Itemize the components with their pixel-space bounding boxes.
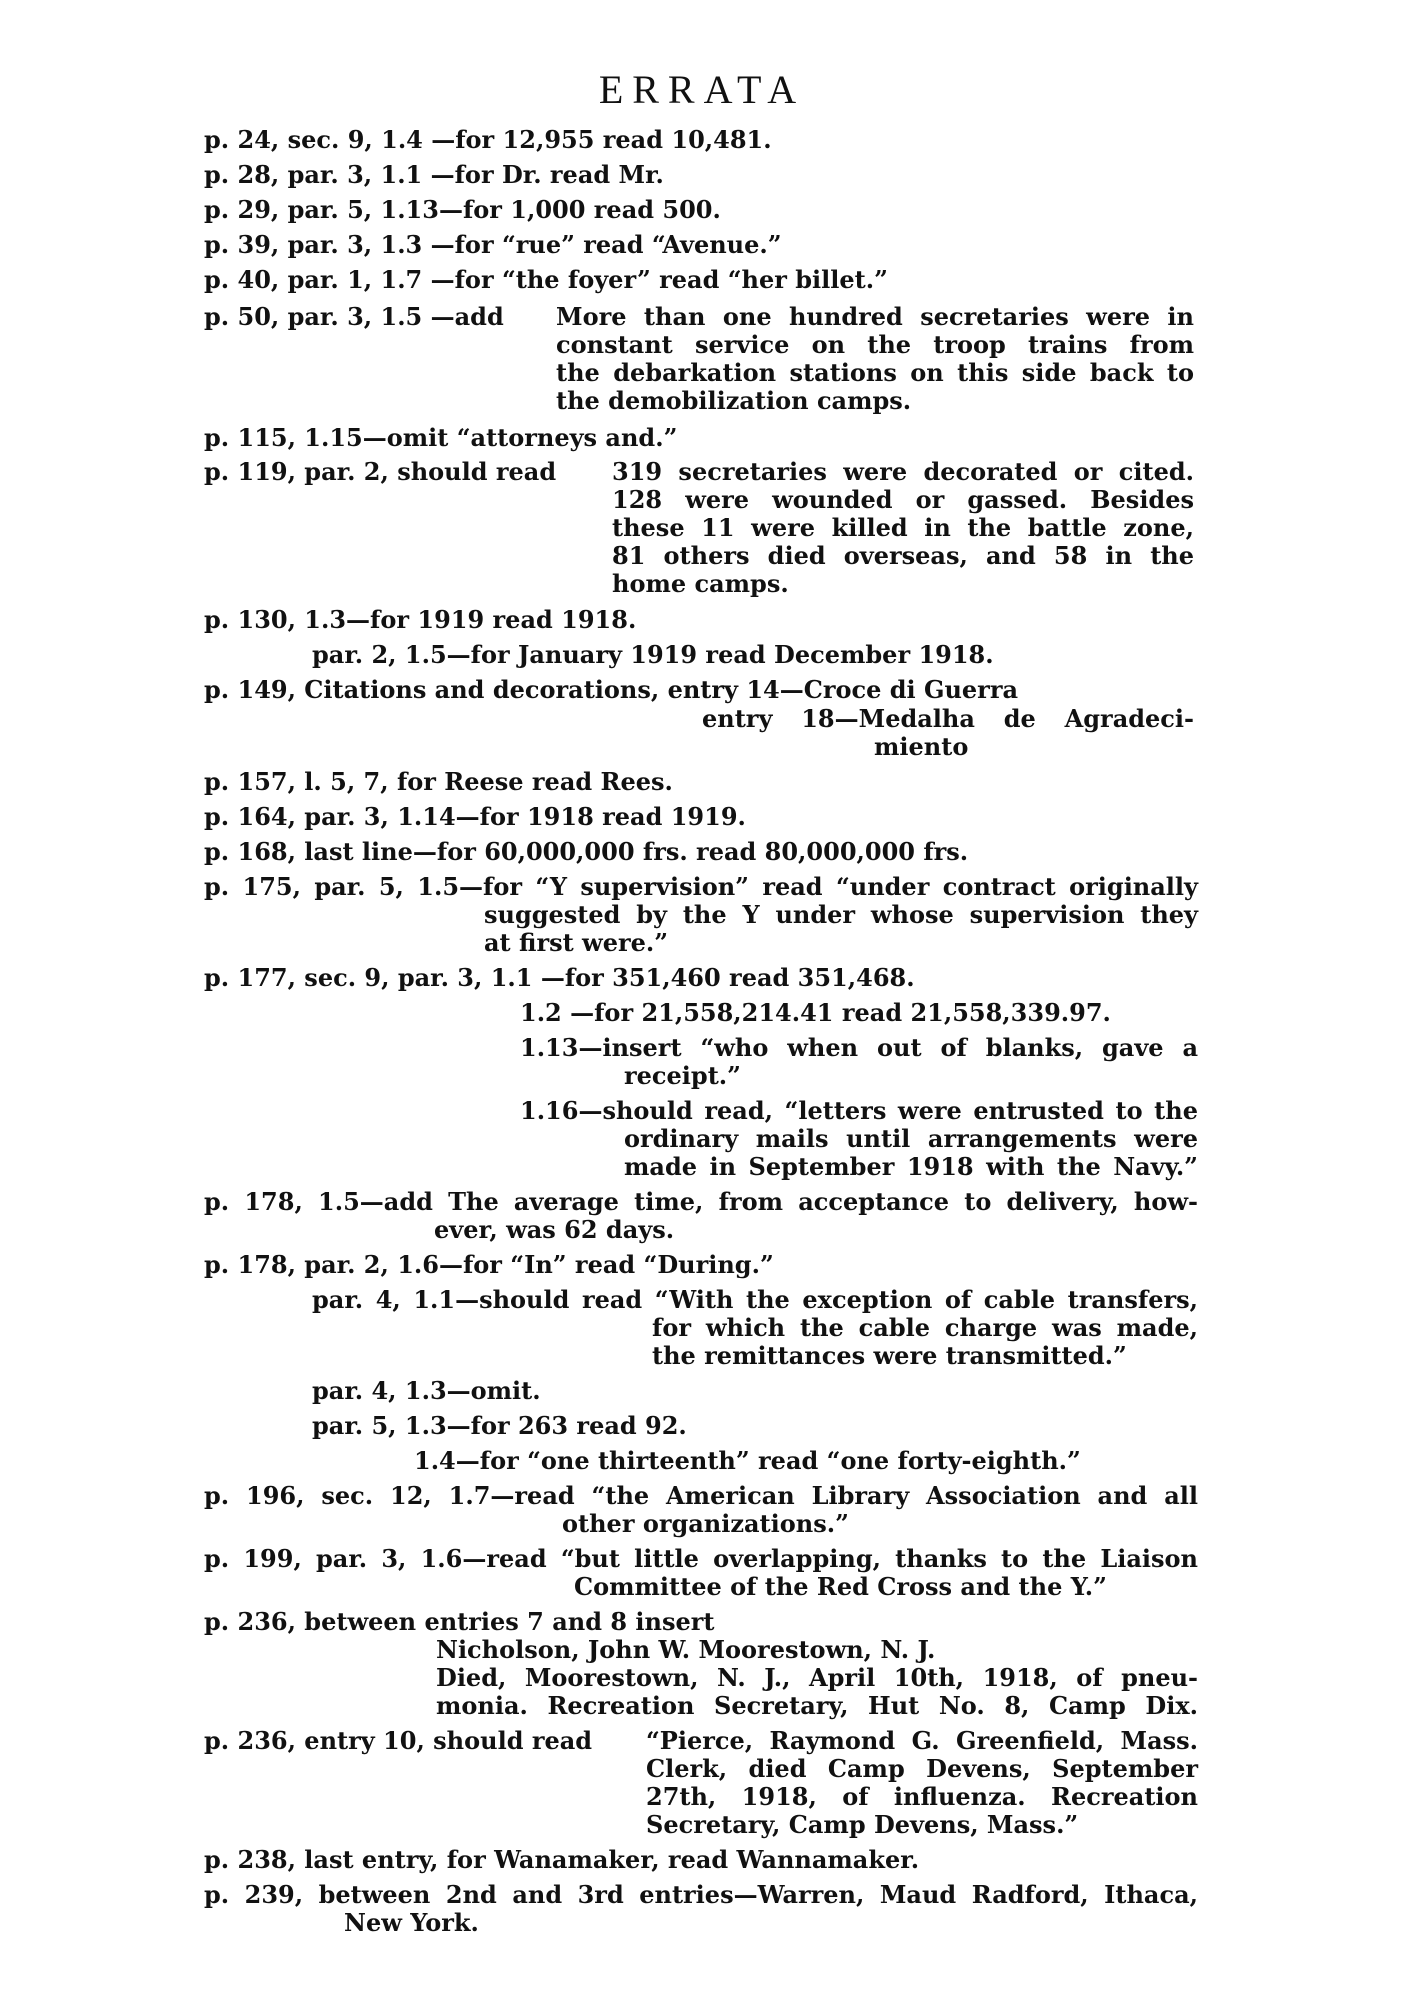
errata-line: p. 168, last line—for 60,000,000 frs. read 80,000,000 frs. xyxy=(204,837,969,866)
errata-line: p. 199, par. 3, 1.6—read “but little overlapping, thanks to the Liaison xyxy=(204,1544,1198,1573)
errata-line: p. 196, sec. 12, 1.7—read “the American Library Association and all xyxy=(204,1481,1198,1510)
errata-line: home camps. xyxy=(612,569,789,598)
errata-line: p. 130, 1.3—for 1919 read 1918. xyxy=(204,605,637,634)
errata-line: Secretary, Camp Devens, Mass.” xyxy=(646,1810,1079,1839)
errata-line: p. 40, par. 1, 1.7 —for “the foyer” read “her billet.” xyxy=(204,265,888,294)
errata-line: ever, was 62 days. xyxy=(434,1215,675,1244)
errata-line: entry 18—Medalha de Agradeci- xyxy=(702,704,1194,733)
errata-line: p. 29, par. 5, 1.13—for 1,000 read 500. xyxy=(204,195,721,224)
errata-line: suggested by the Y under whose supervision they xyxy=(484,900,1198,929)
errata-line: Committee of the Red Cross and the Y.” xyxy=(574,1572,1107,1601)
errata-line: 81 others died overseas, and 58 in the xyxy=(612,541,1194,570)
errata-line: p. 115, 1.15—omit “attorneys and.” xyxy=(204,423,678,452)
errata-line: p. 236, entry 10, should read xyxy=(204,1726,593,1755)
errata-line: Died, Moorestown, N. J., April 10th, 1918, of pneu- xyxy=(436,1663,1198,1692)
errata-line: p. 164, par. 3, 1.14—for 1918 read 1919. xyxy=(204,802,746,831)
errata-line: p. 177, sec. 9, par. 3, 1.1 —for 351,460 read 351,468. xyxy=(204,963,915,992)
errata-line: 27th, 1918, of influenza. Recreation xyxy=(646,1782,1198,1811)
errata-line: p. 239, between 2nd and 3rd entries—Warren, Maud Radford, Ithaca, xyxy=(204,1880,1198,1909)
errata-line: 1.2 —for 21,558,214.41 read 21,558,339.97. xyxy=(520,998,1111,1027)
errata-line: constant service on the troop trains from xyxy=(556,330,1194,359)
errata-line: p. 178, par. 2, 1.6—for “In” read “During.” xyxy=(204,1250,774,1279)
errata-line: p. 157, l. 5, 7, for Reese read Rees. xyxy=(204,767,673,796)
errata-line: 1.16—should read, “letters were entrusted to the xyxy=(520,1096,1198,1125)
errata-line: the debarkation stations on this side back to xyxy=(556,358,1194,387)
errata-line: miento xyxy=(874,732,969,761)
errata-line: receipt.” xyxy=(624,1061,741,1090)
errata-line: p. 119, par. 2, should read xyxy=(204,457,557,486)
errata-line: made in September 1918 with the Navy.” xyxy=(624,1152,1198,1181)
errata-line: p. 178, 1.5—add The average time, from acceptance to delivery, how- xyxy=(204,1187,1198,1216)
errata-line: Clerk, died Camp Devens, September xyxy=(646,1754,1198,1783)
page-title: ERRATA xyxy=(598,67,806,112)
errata-line: p. 28, par. 3, 1.1 —for Dr. read Mr. xyxy=(204,160,664,189)
errata-line: p. 238, last entry, for Wanamaker, read Wannamaker. xyxy=(204,1845,920,1874)
errata-line: p. 149, Citations and decorations, entry 14—Croce di Guerra xyxy=(204,675,1019,704)
errata-line: monia. Recreation Secretary, Hut No. 8, Camp Dix. xyxy=(436,1691,1198,1720)
errata-line: for which the cable charge was made, xyxy=(652,1313,1198,1342)
errata-line: ordinary mails until arrangements were xyxy=(624,1124,1198,1153)
errata-line: p. 50, par. 3, 1.5 —add xyxy=(204,302,504,331)
errata-line: par. 5, 1.3—for 263 read 92. xyxy=(312,1411,687,1440)
errata-line: p. 24, sec. 9, 1.4 —for 12,955 read 10,481. xyxy=(204,125,772,154)
errata-line: par. 4, 1.1—should read “With the exception of cable transfers, xyxy=(312,1285,1198,1314)
errata-line: “Pierce, Raymond G. Greenfield, Mass. xyxy=(646,1726,1198,1755)
errata-line: the demobilization camps. xyxy=(556,386,912,415)
errata-line: p. 175, par. 5, 1.5—for “Y supervision” read “under contract originally xyxy=(204,872,1198,901)
errata-line: New York. xyxy=(344,1908,479,1937)
errata-line: Nicholson, John W. Moorestown, N. J. xyxy=(436,1635,936,1664)
errata-line: these 11 were killed in the battle zone, xyxy=(612,513,1194,542)
errata-line: p. 39, par. 3, 1.3 —for “rue” read “Avenue.” xyxy=(204,230,782,259)
errata-line: 1.13—insert “who when out of blanks, gave a xyxy=(520,1033,1198,1062)
errata-line: par. 4, 1.3—omit. xyxy=(312,1376,541,1405)
errata-line: 1.4—for “one thirteenth” read “one forty-eighth.” xyxy=(414,1446,1081,1475)
errata-line: at first were.” xyxy=(484,928,669,957)
errata-line: p. 236, between entries 7 and 8 insert xyxy=(204,1607,715,1636)
errata-line: 128 were wounded or gassed. Besides xyxy=(612,485,1194,514)
errata-line: other organizations.” xyxy=(562,1509,849,1538)
errata-line: 319 secretaries were decorated or cited. xyxy=(612,457,1194,486)
errata-line: par. 2, 1.5—for January 1919 read December 1918. xyxy=(312,640,994,669)
errata-line: the remittances were transmitted.” xyxy=(652,1341,1127,1370)
errata-line: More than one hundred secretaries were in xyxy=(556,302,1194,331)
